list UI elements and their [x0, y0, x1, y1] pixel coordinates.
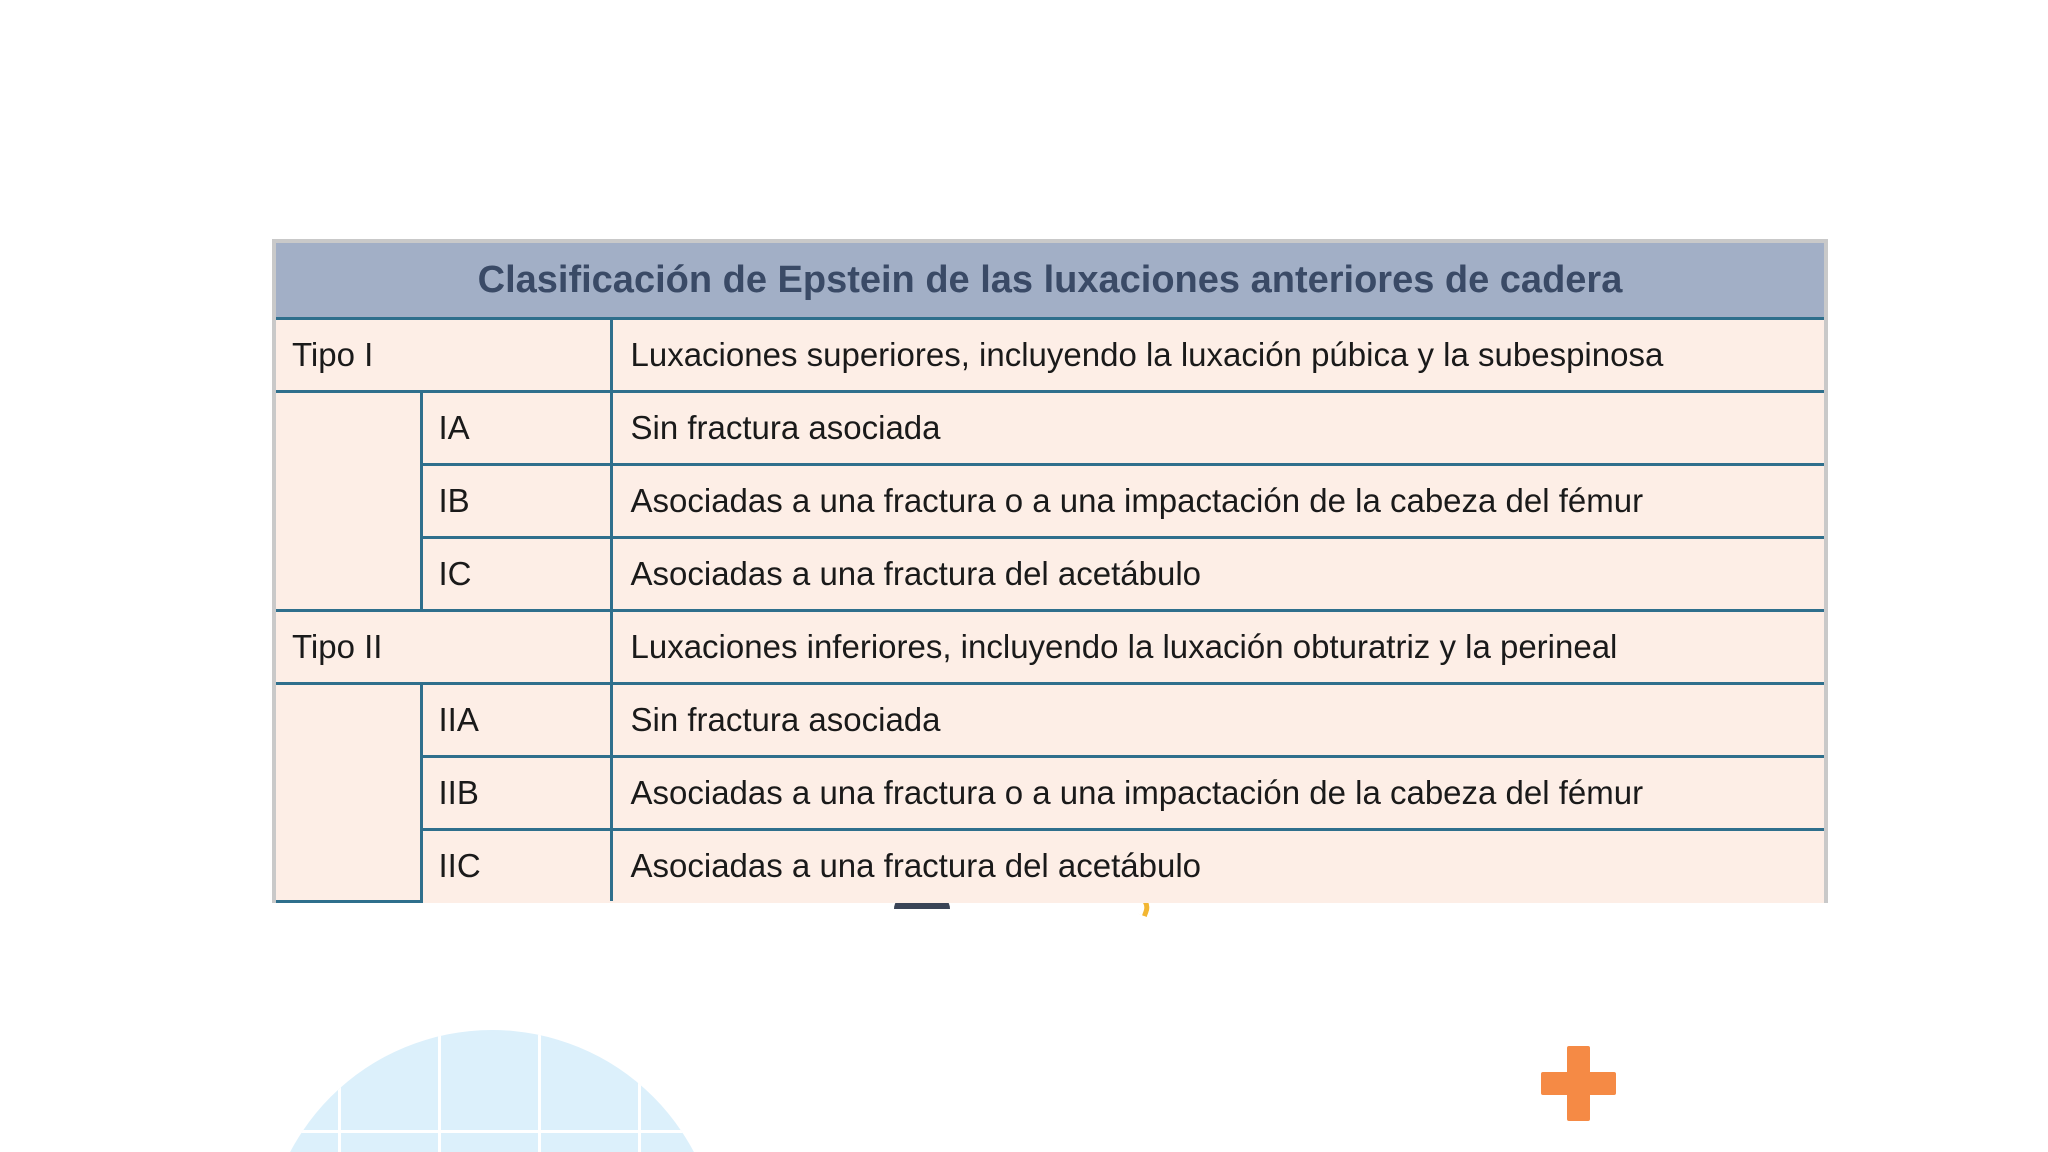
table-row: [276, 830, 1824, 902]
type-label: Tipo I: [276, 319, 611, 392]
subtype-description: Sin fractura asociada: [611, 684, 1824, 757]
globe-decoration: [264, 1030, 720, 1152]
table-row: [276, 319, 1824, 392]
type-description: Luxaciones superiores, incluyendo la luxación púbica y la subespinosa: [611, 319, 1824, 392]
subtype-description: Asociadas a una fractura o a una impactación de la cabeza del fémur: [611, 465, 1824, 538]
subtype-code: IC: [421, 538, 611, 611]
plus-icon: [1541, 1046, 1616, 1121]
table-title: Clasificación de Epstein de las luxaciones anteriores de cadera: [276, 243, 1824, 319]
table-row: [276, 392, 1824, 465]
subtype-code: IIA: [421, 684, 611, 757]
classification-table-card: [272, 239, 1828, 903]
table-row: [276, 465, 1824, 538]
subtype-code: IIC: [421, 830, 611, 902]
type-label: Tipo II: [276, 611, 611, 684]
subtype-description: Sin fractura asociada: [611, 392, 1824, 465]
classification-table: [276, 243, 1824, 903]
table-row: [276, 684, 1824, 757]
blank-cell: [276, 684, 421, 902]
table-row: [276, 538, 1824, 611]
table-row: [276, 757, 1824, 830]
subtype-code: IIB: [421, 757, 611, 830]
table-row: [276, 611, 1824, 684]
blank-cell: [276, 392, 421, 611]
subtype-code: IA: [421, 392, 611, 465]
subtype-description: Asociadas a una fractura del acetábulo: [611, 538, 1824, 611]
subtype-description: Asociadas a una fractura o a una impactación de la cabeza del fémur: [611, 757, 1824, 830]
subtype-code: IB: [421, 465, 611, 538]
subtype-description: Asociadas a una fractura del acetábulo: [611, 830, 1824, 902]
table-header-row: [276, 243, 1824, 319]
type-description: Luxaciones inferiores, incluyendo la luxación obturatriz y la perineal: [611, 611, 1824, 684]
